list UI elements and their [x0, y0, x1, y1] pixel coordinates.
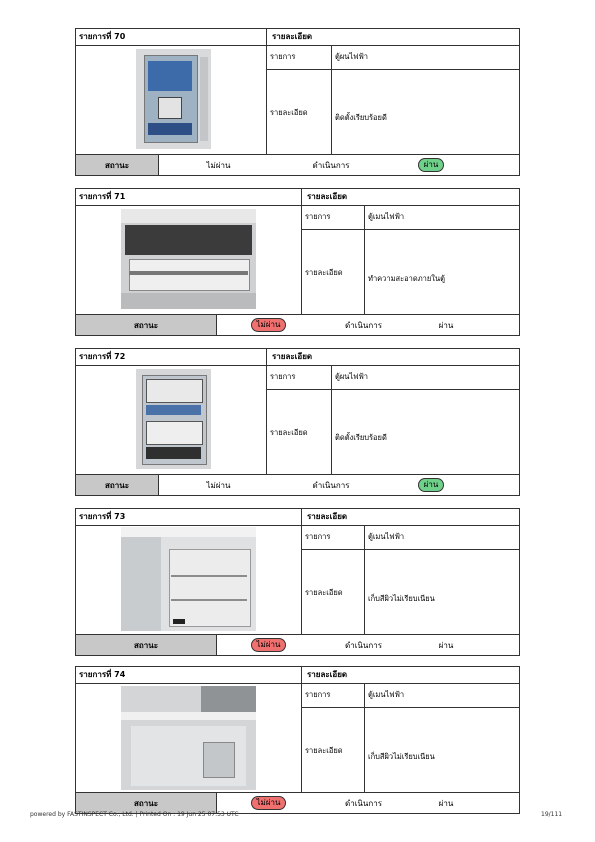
detail-header: รายละเอียด	[272, 352, 313, 361]
detail-header: รายละเอียด	[307, 670, 348, 679]
cabinet-open-wiring-photo	[136, 49, 211, 149]
detail-value: ทำความสะอาดภายในตู้	[368, 274, 445, 283]
detail-value: ติดตั้งเรียบร้อยดี	[335, 113, 387, 122]
status-option-pass[interactable]: ผ่าน	[411, 155, 451, 175]
status-option-in-progress[interactable]: ดำเนินการ	[312, 160, 350, 170]
breaker-panel-photo	[121, 209, 256, 309]
item-card-71	[75, 188, 520, 336]
card-title: รายการที่ 72	[79, 352, 126, 361]
status-option-in-progress[interactable]: ดำเนินการ	[345, 640, 382, 650]
status-label: สถานะ	[76, 635, 217, 655]
detail-header: รายละเอียด	[307, 192, 348, 201]
status-option-fail[interactable]: ไม่ผ่าน	[206, 160, 231, 170]
card-title: รายการที่ 71	[79, 192, 126, 201]
item-value: ตู้เมนไฟฟ้า	[368, 212, 405, 221]
status-option-fail[interactable]: ไม่ผ่าน	[246, 315, 291, 335]
status-option-pass[interactable]: ผ่าน	[438, 640, 454, 650]
status-option-in-progress[interactable]: ดำเนินการ	[345, 320, 382, 330]
detail-label: รายละเอียด	[305, 746, 343, 755]
item-label: รายการ	[270, 52, 296, 61]
item-value: ตู้ผนไฟฟ้า	[335, 52, 368, 61]
panel-interior-photo	[121, 686, 256, 790]
status-option-pass[interactable]: ผ่าน	[438, 320, 454, 330]
status-option-fail[interactable]: ไม่ผ่าน	[206, 480, 231, 490]
detail-label: รายละเอียด	[305, 588, 343, 597]
item-label: รายการ	[305, 212, 331, 221]
status-option-in-progress[interactable]: ดำเนินการ	[345, 798, 382, 808]
status-option-fail[interactable]: ไม่ผ่าน	[246, 635, 291, 655]
page-number: 19/111	[541, 811, 563, 818]
item-value: ตู้ผนไฟฟ้า	[335, 372, 368, 381]
detail-header: รายละเอียด	[307, 512, 348, 521]
status-label: สถานะ	[76, 793, 217, 813]
status-label: สถานะ	[76, 155, 159, 175]
status-option-pass[interactable]: ผ่าน	[438, 798, 454, 808]
status-option-in-progress[interactable]: ดำเนินการ	[312, 480, 350, 490]
panel-cover-photo	[121, 527, 256, 631]
detail-value: เก็บสีผิวไม่เรียบเนียน	[368, 752, 435, 761]
card-title: รายการที่ 70	[79, 32, 126, 41]
item-value: ตู้เมนไฟฟ้า	[368, 690, 405, 699]
cabinet-breakers-photo	[136, 369, 211, 469]
card-title: รายการที่ 73	[79, 512, 126, 521]
item-card-70	[75, 28, 520, 176]
footer-credit: powered by FASTINSPECT Co., Ltd. | Printed On : 19 Jun 25 07:53 UTC	[30, 811, 239, 818]
status-label: สถานะ	[76, 315, 217, 335]
item-card-73	[75, 508, 520, 656]
item-value: ตู้เมนไฟฟ้า	[368, 532, 405, 541]
item-label: รายการ	[305, 532, 331, 541]
detail-label: รายละเอียด	[270, 108, 308, 117]
item-label: รายการ	[305, 690, 331, 699]
status-option-pass[interactable]: ผ่าน	[411, 475, 451, 495]
status-label: สถานะ	[76, 475, 159, 495]
status-option-fail[interactable]: ไม่ผ่าน	[246, 793, 291, 813]
detail-value: เก็บสีผิวไม่เรียบเนียน	[368, 594, 435, 603]
item-card-72	[75, 348, 520, 496]
item-label: รายการ	[270, 372, 296, 381]
detail-label: รายละเอียด	[270, 428, 308, 437]
detail-header: รายละเอียด	[272, 32, 313, 41]
detail-label: รายละเอียด	[305, 268, 343, 277]
item-card-74	[75, 666, 520, 814]
detail-value: ติดตั้งเรียบร้อยดี	[335, 433, 387, 442]
card-title: รายการที่ 74	[79, 670, 126, 679]
